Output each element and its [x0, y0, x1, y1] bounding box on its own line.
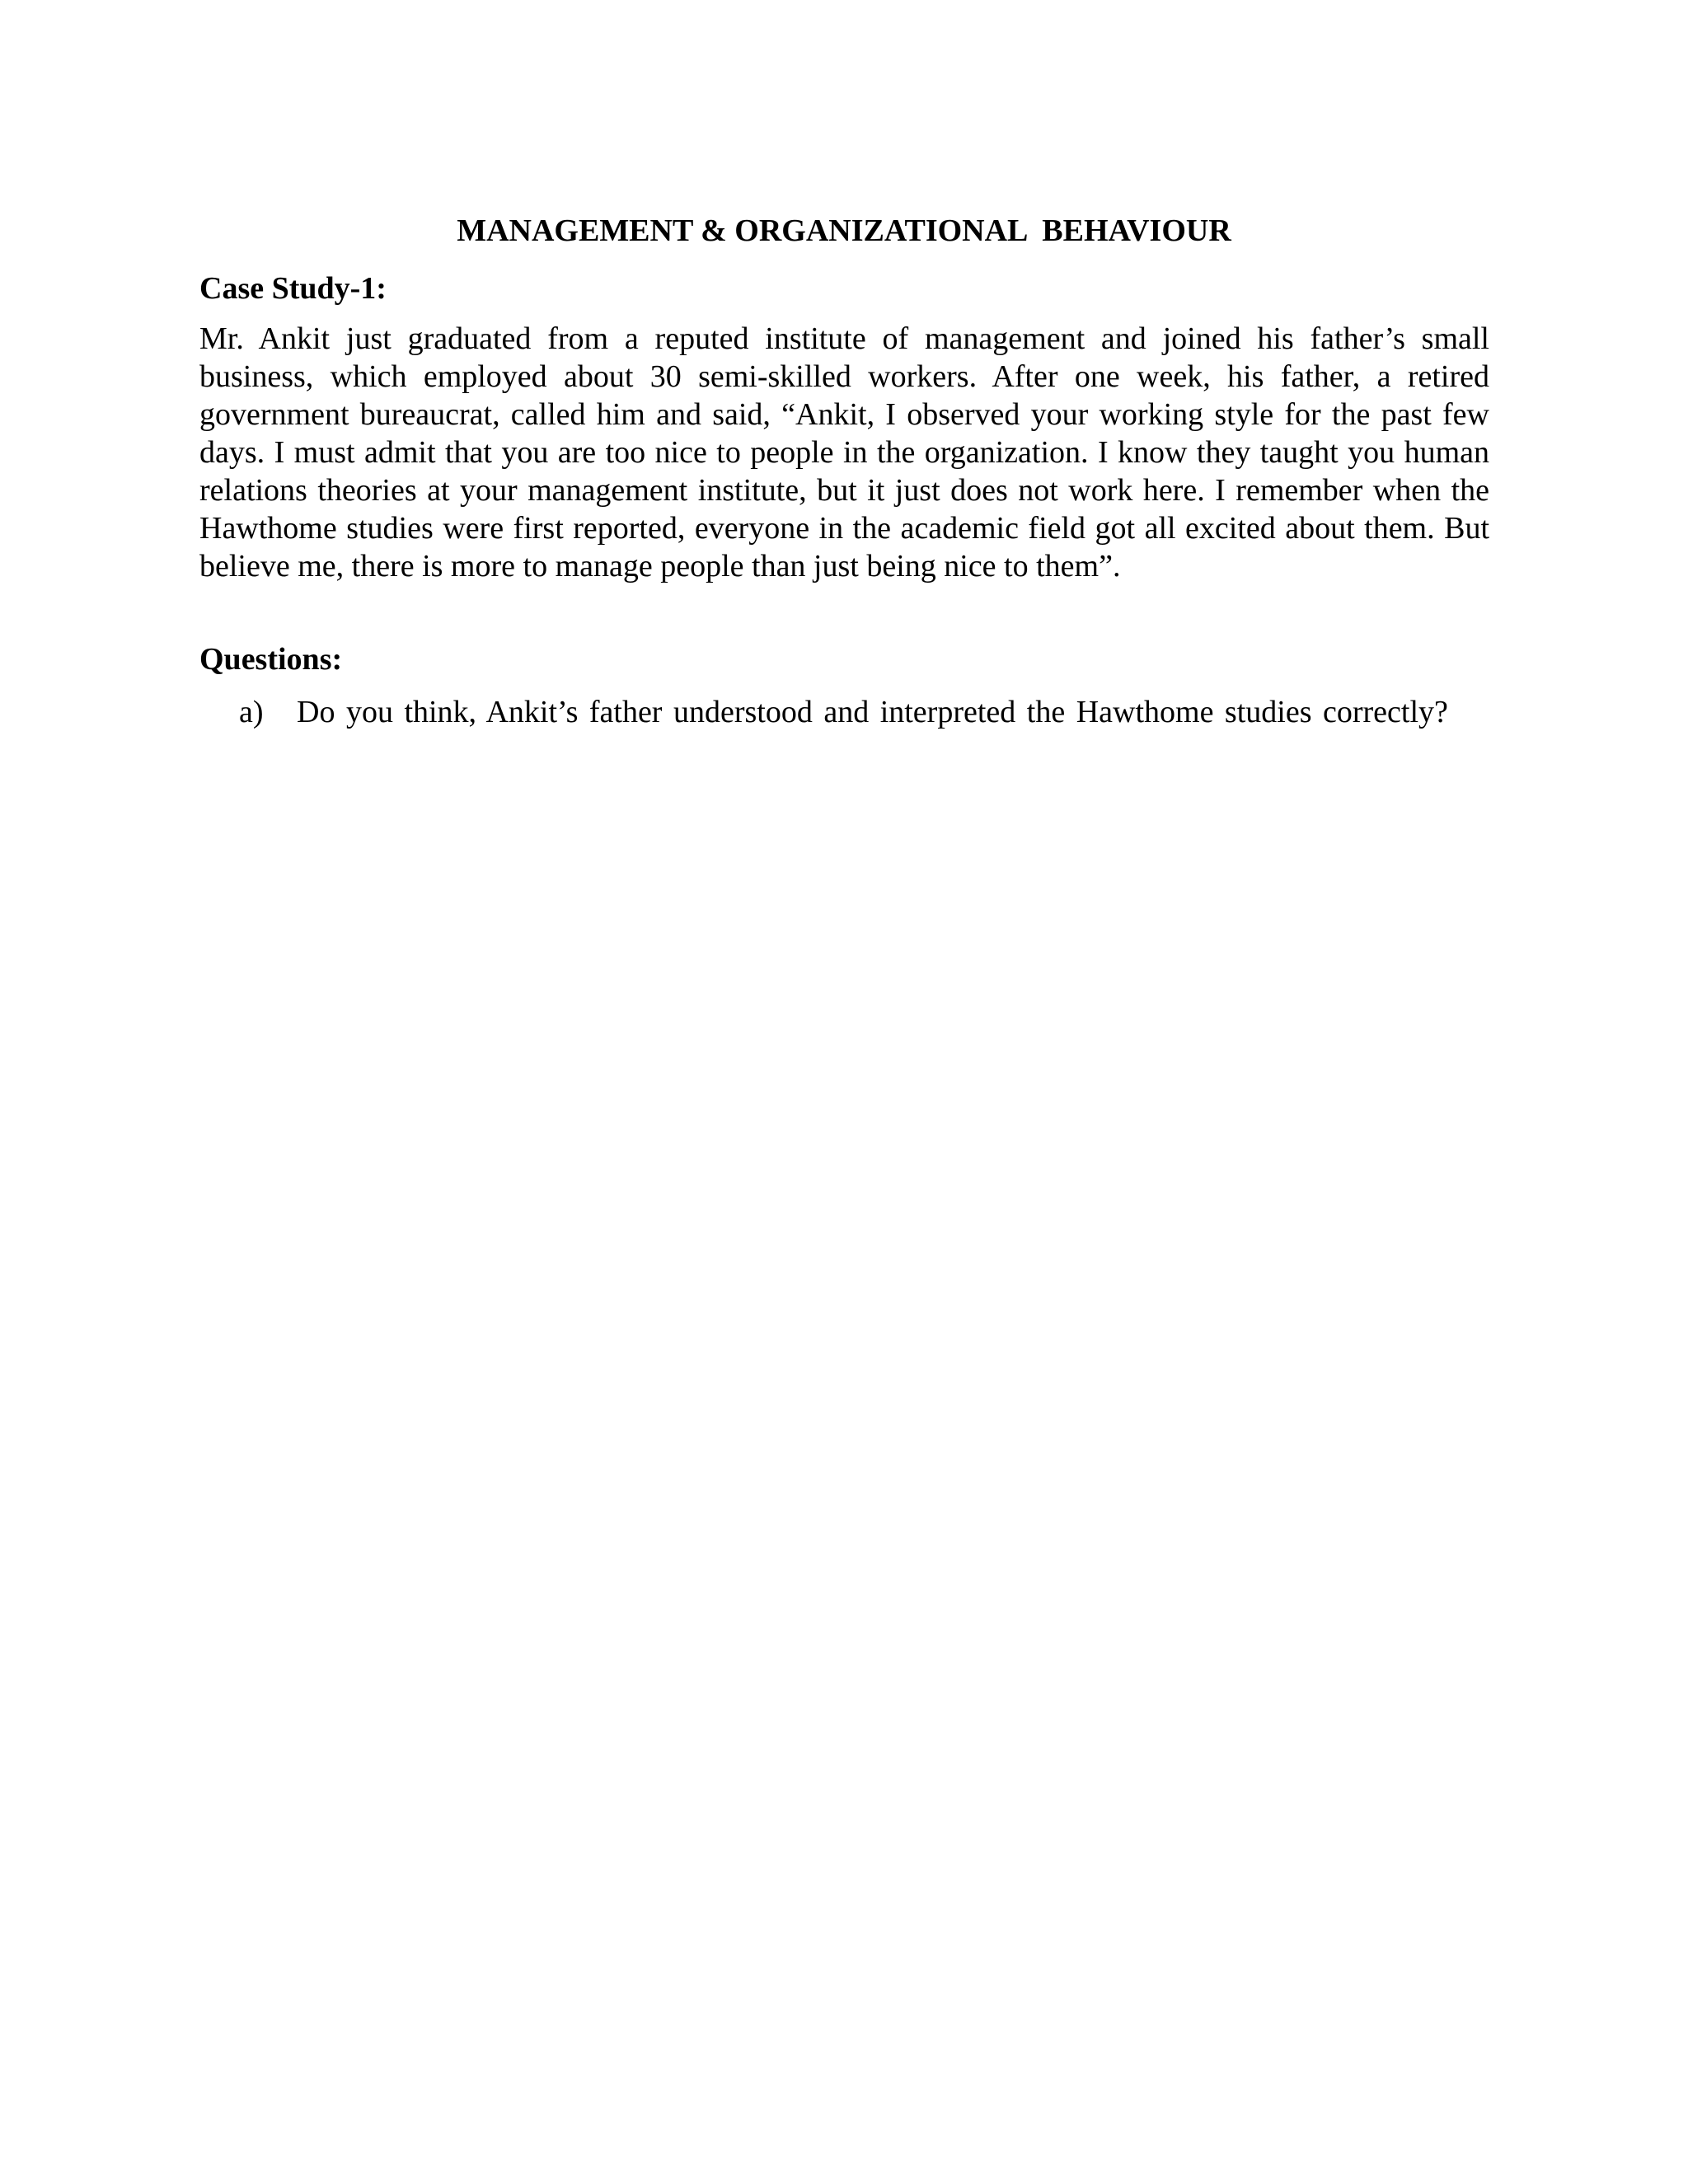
question-item: [239, 691, 1508, 733]
case-study-heading: Case Study-1:: [199, 271, 387, 306]
case-study-paragraph: Mr. Ankit just graduated from a reputed institute of management and joined his father’s small business, which employed about 30 semi-skilled workers. After one week, his father, a retired government bureaucrat, called him and said, “Ankit, I observed your working style for the past few days. I must admit that you are too nice to people in the organization. I know they taught you human relations theories at your management institute, but it just does not work here. I remember when the Hawthome studies were first reported, everyone in the academic field got all excited about them. But believe me, there is more to manage people than just being nice to them”.: [199, 321, 1489, 583]
question-text: Do you think, Ankit’s father understood and interpreted the Hawthome studies correctly?: [297, 695, 1448, 729]
questions-heading: Questions:: [199, 642, 343, 677]
questions-list: [239, 691, 1508, 733]
question-marker: a): [239, 695, 264, 729]
document-title: MANAGEMENT & ORGANIZATIONAL BEHAVIOUR: [457, 213, 1231, 248]
